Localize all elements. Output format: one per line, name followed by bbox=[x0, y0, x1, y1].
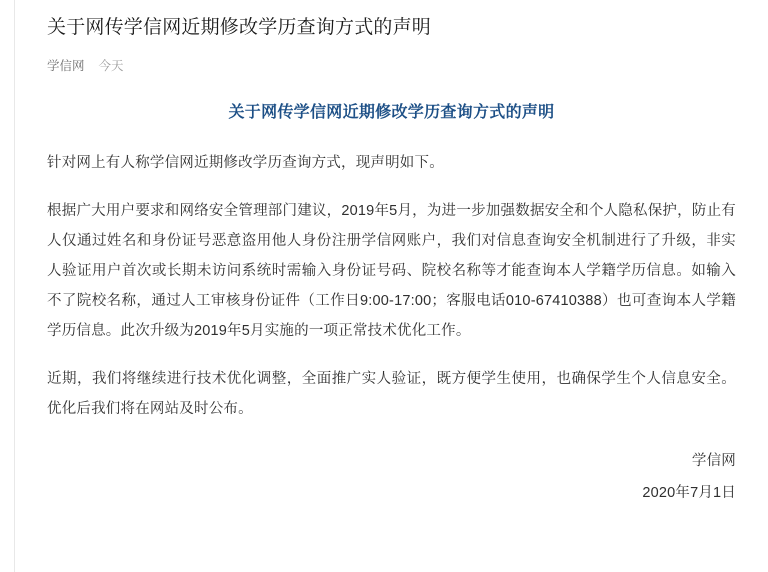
signature-date: 2020年7月1日 bbox=[642, 485, 736, 501]
signature: 学信网 bbox=[691, 453, 736, 469]
article-meta bbox=[47, 56, 736, 74]
paragraph-2: 根据广大用户要求和网络安全管理部门建议，2019年5月，为进一步加强数据安全和个人隐私保护，防止有人仅通过姓名和身份证号恶意盗用他人身份注册学信网账户，我们对信息查询安全机制进行了升级，非实人验证用户首次或长期未访问系统时需输入身份证号码、院校名称等才能查询本人学籍学历信息。如输入不了院校名称，通过人工审核身份证件（工作日9:00-17:00；客服电话010-67410388）也可查询本人学籍学历信息。此次升级为2019年5月实施的一项正常技术优化工作。 bbox=[47, 203, 736, 339]
paragraph-3: 近期，我们将继续进行技术优化调整，全面推广实人验证，既方便学生使用，也确保学生个人信息安全。优化后我们将在网站及时公布。 bbox=[47, 371, 736, 417]
paragraph-1: 针对网上有人称学信网近期修改学历查询方式，现声明如下。 bbox=[47, 155, 444, 171]
article-content bbox=[15, 0, 768, 572]
statement-heading: 关于网传学信网近期修改学历查询方式的声明 bbox=[228, 104, 555, 121]
left-margin-rule bbox=[0, 0, 15, 572]
article-date: 今天 bbox=[98, 59, 124, 73]
article-source: 学信网 bbox=[47, 59, 85, 73]
page-title: 关于网传学信网近期修改学历查询方式的声明 bbox=[47, 17, 432, 38]
